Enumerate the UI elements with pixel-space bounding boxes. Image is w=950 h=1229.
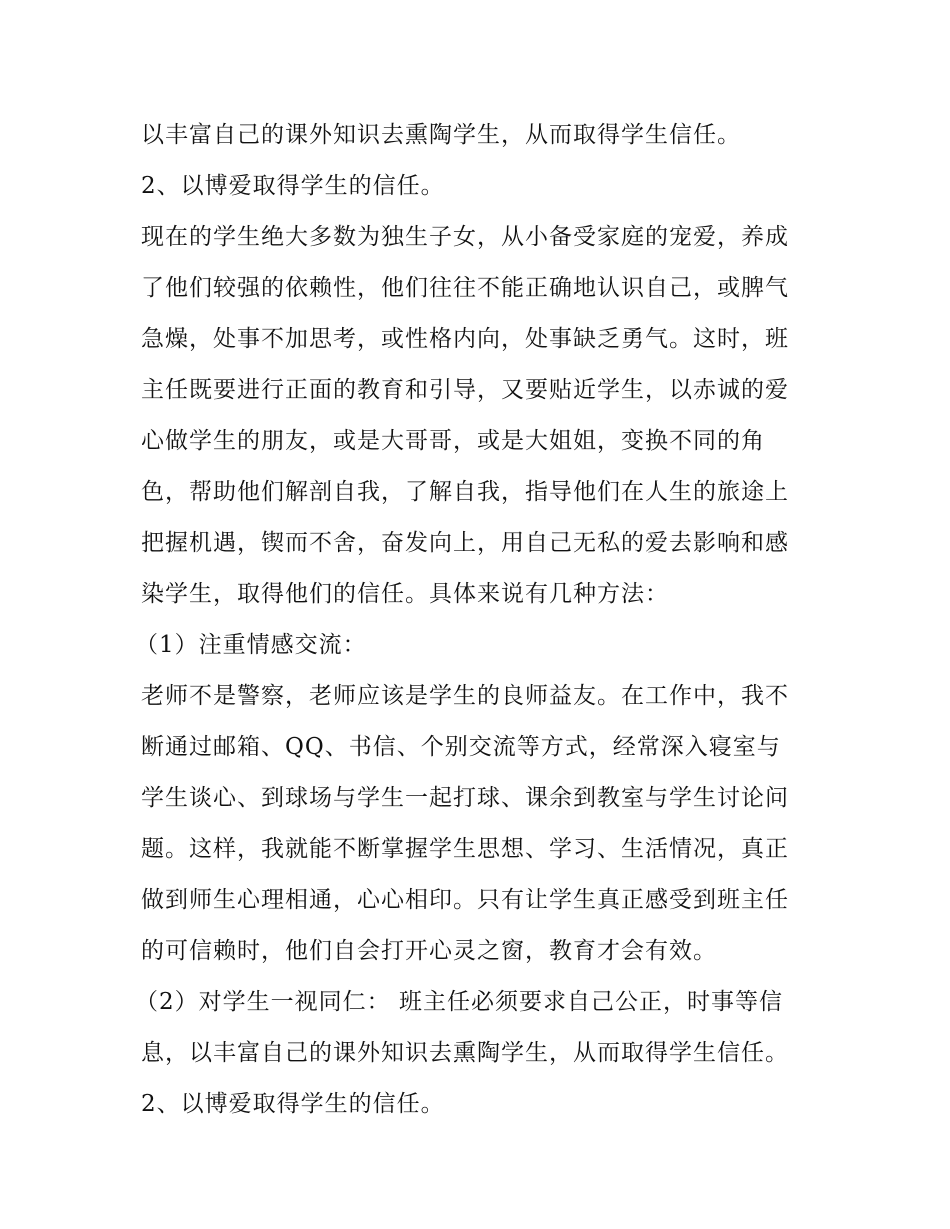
text-line: 学生谈心、到球场与学生一起打球、课余到教室与学生讨论问: [141, 785, 789, 811]
text-line: 把握机遇，锲而不舍，奋发向上，用自己无私的爱去影响和感: [141, 530, 789, 556]
text-line: 断通过邮箱、QQ、书信、个别交流等方式，经常深入寝室与: [141, 734, 781, 760]
section-heading: 2、以博爱取得学生的信任。: [141, 1091, 445, 1117]
text-line: 题。这样，我就能不断掌握学生思想、学习、生活情况，真正: [141, 836, 789, 862]
section-heading: 2、以博爱取得学生的信任。: [141, 173, 445, 199]
text-line: 色，帮助他们解剖自我，了解自我，指导他们在人生的旅途上: [141, 479, 789, 505]
subsection-heading: （2）对学生一视同仁： 班主任必须要求自己公正，时事等信: [135, 989, 783, 1015]
document-body: [135, 110, 821, 1130]
text-line: 急燥，处事不加思考，或性格内向，处事缺乏勇气。这时，班: [141, 326, 789, 352]
text-line: 主任既要进行正面的教育和引导，又要贴近学生，以赤诚的爱: [141, 377, 789, 403]
text-line: 老师不是警察，老师应该是学生的良师益友。在工作中，我不: [141, 683, 789, 709]
subsection-heading: （1）注重情感交流：: [135, 632, 367, 658]
text-line: 染学生，取得他们的信任。具体来说有几种方法：: [141, 581, 669, 607]
text-line: 现在的学生绝大多数为独生子女，从小备受家庭的宠爱，养成: [141, 224, 789, 250]
text-line: 息，以丰富自己的课外知识去熏陶学生，从而取得学生信任。: [141, 1040, 789, 1066]
text-line: 心做学生的朋友，或是大哥哥，或是大姐姐，变换不同的角: [141, 428, 765, 454]
text-line: 做到师生心理相通，心心相印。只有让学生真正感受到班主任: [141, 887, 789, 913]
text-line: 了他们较强的依赖性，他们往往不能正确地认识自己，或脾气: [141, 275, 789, 301]
text-line: 的可信赖时，他们自会打开心灵之窗，教育才会有效。: [141, 938, 717, 964]
text-line: 以丰富自己的课外知识去熏陶学生，从而取得学生信任。: [141, 122, 741, 148]
